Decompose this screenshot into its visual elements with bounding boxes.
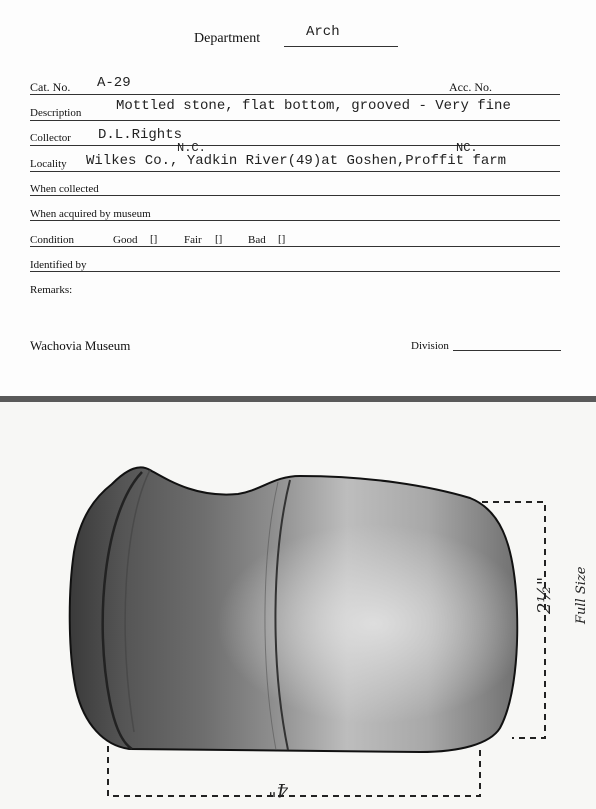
department-line — [284, 46, 398, 47]
identified-by-line — [30, 271, 560, 272]
condition-label: Condition — [30, 234, 75, 246]
identified-by-label: Identified by — [30, 259, 87, 271]
full-size-note: Full Size — [574, 566, 589, 624]
locality-value: Wilkes Co., Yadkin River(49)at Goshen,Proffit farm — [86, 153, 507, 169]
width-dimension-label: 4" — [268, 779, 288, 800]
condition-good-label: Good — [113, 234, 138, 246]
cat-no-value: A-29 — [97, 75, 131, 91]
drawing-sheet — [0, 402, 596, 809]
condition-fair-checkbox: [] — [215, 233, 223, 245]
condition-bad-label: Bad — [248, 234, 266, 246]
department-label: Department — [194, 31, 261, 46]
stone-axe-drawing — [0, 402, 596, 809]
department-value: Arch — [306, 24, 340, 40]
division-line — [453, 350, 561, 351]
height-dimension-label: 2½" — [534, 576, 555, 614]
description-label: Description — [30, 107, 82, 119]
condition-fair-label: Fair — [184, 234, 202, 246]
acc-no-label: Acc. No. — [449, 80, 492, 94]
when-acquired-line — [30, 220, 560, 221]
description-value: Mottled stone, flat bottom, grooved - Very fine — [116, 98, 511, 114]
locality-line — [30, 171, 560, 172]
locality-note-nc: N.C. — [177, 141, 206, 155]
condition-line — [30, 246, 560, 247]
condition-good-checkbox: [] — [150, 233, 158, 245]
width-dimension-bracket — [108, 746, 480, 796]
description-line — [30, 120, 560, 121]
collector-value: D.L.Rights — [98, 127, 183, 143]
when-collected-line — [30, 195, 560, 196]
division-label: Division — [411, 340, 449, 352]
locality-note-nc-2: NC. — [456, 141, 478, 155]
remarks-label: Remarks: — [30, 284, 73, 296]
locality-label: Locality — [30, 158, 67, 170]
catalog-card — [0, 0, 596, 396]
cat-no-label: Cat. No. — [30, 80, 71, 94]
when-collected-label: When collected — [30, 183, 99, 195]
museum-name: Wachovia Museum — [30, 338, 131, 353]
collector-line — [30, 145, 560, 146]
collector-label: Collector — [30, 132, 71, 144]
when-acquired-label: When acquired by museum — [30, 208, 151, 220]
cat-no-line — [30, 94, 560, 95]
condition-bad-checkbox: [] — [278, 233, 286, 245]
